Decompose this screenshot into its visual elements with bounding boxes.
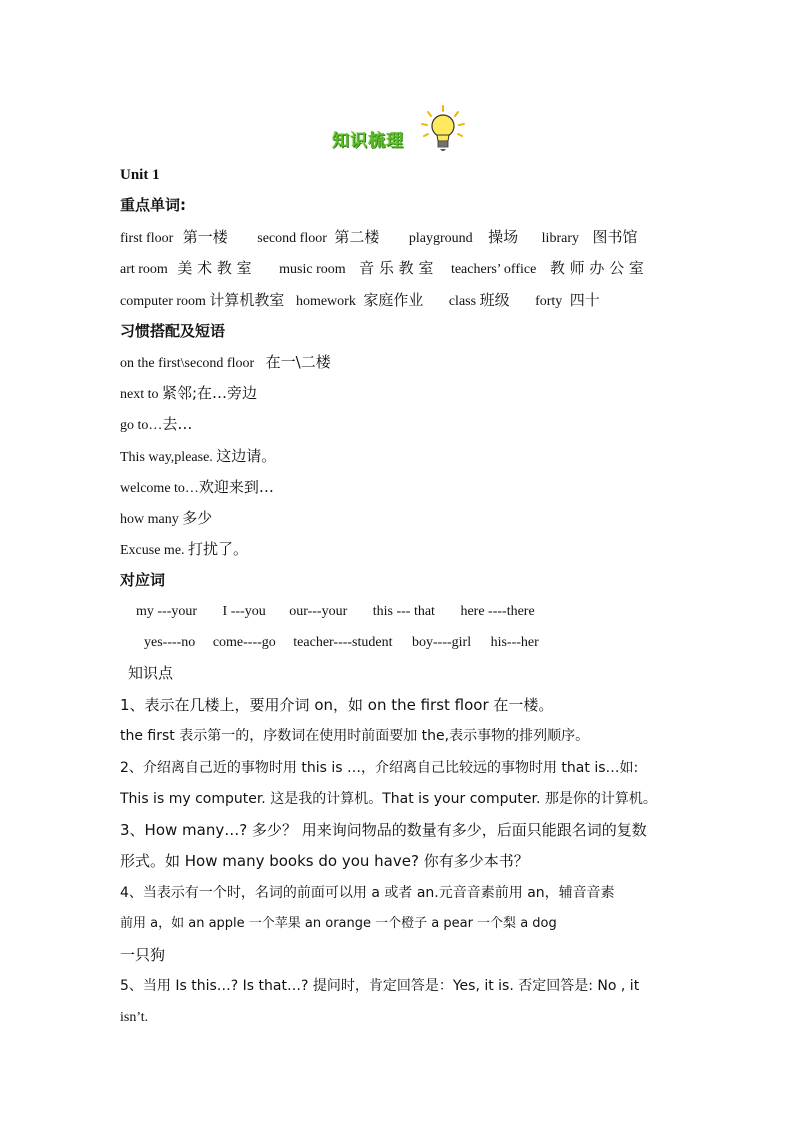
phrase-en: how many	[120, 512, 183, 527]
vocab-word: teachers’ office	[450, 262, 537, 277]
phrase-item	[120, 477, 274, 499]
vocab-meaning: 美 术 教 室	[177, 259, 252, 277]
vocab-meaning: 第二楼	[334, 228, 380, 246]
vocab-word: library	[541, 231, 579, 246]
phrase-cn: 打扰了。	[188, 540, 249, 558]
vocab-meaning: 操场	[488, 228, 519, 246]
antonyms-row-2	[144, 633, 539, 653]
point-line: 2、介绍离自己近的事物时用 this is …，介绍离自己比较远的事物时用 that is…如:	[120, 760, 639, 776]
point-line: 3、How many…? 多少？ 用来询问物品的数量有多少，后面只能跟名词的复数	[120, 821, 647, 839]
lightbulb-icon	[418, 104, 468, 154]
antonyms-row-1	[136, 602, 535, 622]
antonym-pair: this --- that	[372, 604, 435, 619]
phrase-item	[120, 352, 331, 374]
vocab-meaning: 教 师 办 公 室	[549, 259, 644, 277]
vocab-word: playground	[408, 231, 473, 246]
vocab-word: first floor	[120, 231, 174, 246]
phrase-cn: 在一\二楼	[265, 353, 331, 371]
phrase-item	[120, 414, 192, 436]
vocab-meaning: 图书馆	[592, 228, 638, 246]
phrase-en: Excuse me.	[120, 543, 189, 558]
phrase-cn: 多少	[182, 509, 213, 527]
vocab-row-1	[120, 227, 638, 249]
phrase-cn: 这边请。	[216, 447, 277, 465]
vocab-row-2	[120, 258, 644, 280]
points-heading: 知识点	[128, 664, 174, 682]
point-line: 4、当表示有一个时，名词的前面可以用 a 或者 an.元音音素前用 an，辅音音素	[120, 885, 615, 901]
phrase-item	[120, 383, 257, 405]
vocab-word: class	[448, 294, 477, 309]
vocab-meaning: 四十	[569, 291, 600, 309]
vocab-meaning: 班级	[479, 291, 510, 309]
phrase-cn: 紧邻;在…旁边	[162, 384, 258, 402]
antonym-pair: boy----girl	[412, 635, 472, 650]
point-line: isn’t.	[120, 1010, 149, 1025]
phrase-cn: 去…	[162, 415, 193, 433]
point-line: 前用 a，如 an apple 一个苹果 an orange 一个橙子 a pear 一个梨 a dog	[120, 916, 557, 931]
vocab-word: computer room	[120, 294, 206, 309]
point-line: 1、表示在几楼上，要用介词 on，如 on the first floor 在一楼。	[120, 696, 554, 714]
phrase-cn: 欢迎来到…	[198, 478, 274, 496]
vocab-meaning: 家庭作业	[363, 291, 424, 309]
vocab-heading: 重点单词:	[120, 196, 186, 214]
phrase-en: go to…	[120, 418, 163, 433]
antonym-pair: teacher----student	[293, 635, 393, 650]
antonyms-heading: 对应词	[120, 571, 166, 589]
phrase-item	[120, 446, 276, 468]
vocab-word: second floor	[257, 231, 327, 246]
phrase-en: welcome to…	[120, 481, 199, 496]
point-line: 一只狗	[120, 946, 166, 964]
antonym-pair: his---her	[490, 635, 539, 650]
phrase-item	[120, 508, 212, 530]
phrase-en: next to	[120, 387, 162, 402]
page-title: 知识梳理	[332, 131, 404, 151]
antonym-pair: come----go	[212, 635, 276, 650]
phrases-heading: 习惯搭配及短语	[120, 322, 226, 340]
title-banner	[330, 104, 470, 154]
vocab-word: forty	[535, 294, 563, 309]
point-line: 5、当用 Is this…? Is that…? 提问时，肯定回答是：Yes, it is. 否定回答是: No , it	[120, 978, 640, 994]
phrase-en: This way,please.	[120, 450, 217, 465]
vocab-row-3	[120, 290, 600, 312]
vocab-meaning: 计算机教室	[209, 291, 285, 309]
vocab-word: homework	[295, 294, 356, 309]
antonym-pair: here ----there	[460, 604, 535, 619]
antonym-pair: I ---you	[222, 604, 266, 619]
antonym-pair: yes----no	[144, 635, 196, 650]
phrase-item	[120, 539, 248, 561]
antonym-pair: my ---your	[136, 604, 198, 619]
point-line: 形式。如 How many books do you have? 你有多少本书？	[120, 852, 529, 870]
vocab-word: art room	[120, 262, 168, 277]
antonym-pair: our---your	[289, 604, 348, 619]
vocab-word: music room	[279, 262, 346, 277]
point-line: the first 表示第一的，序数词在使用时前面要加 the,表示事物的排列顺序。	[120, 728, 590, 744]
unit-heading: Unit 1	[120, 167, 160, 183]
vocab-meaning: 音 乐 教 室	[359, 259, 434, 277]
vocab-meaning: 第一楼	[182, 228, 228, 246]
phrase-en: on the first\second floor	[120, 356, 255, 371]
point-line: This is my computer. 这是我的计算机。That is your computer. 那是你的计算机。	[120, 791, 657, 807]
